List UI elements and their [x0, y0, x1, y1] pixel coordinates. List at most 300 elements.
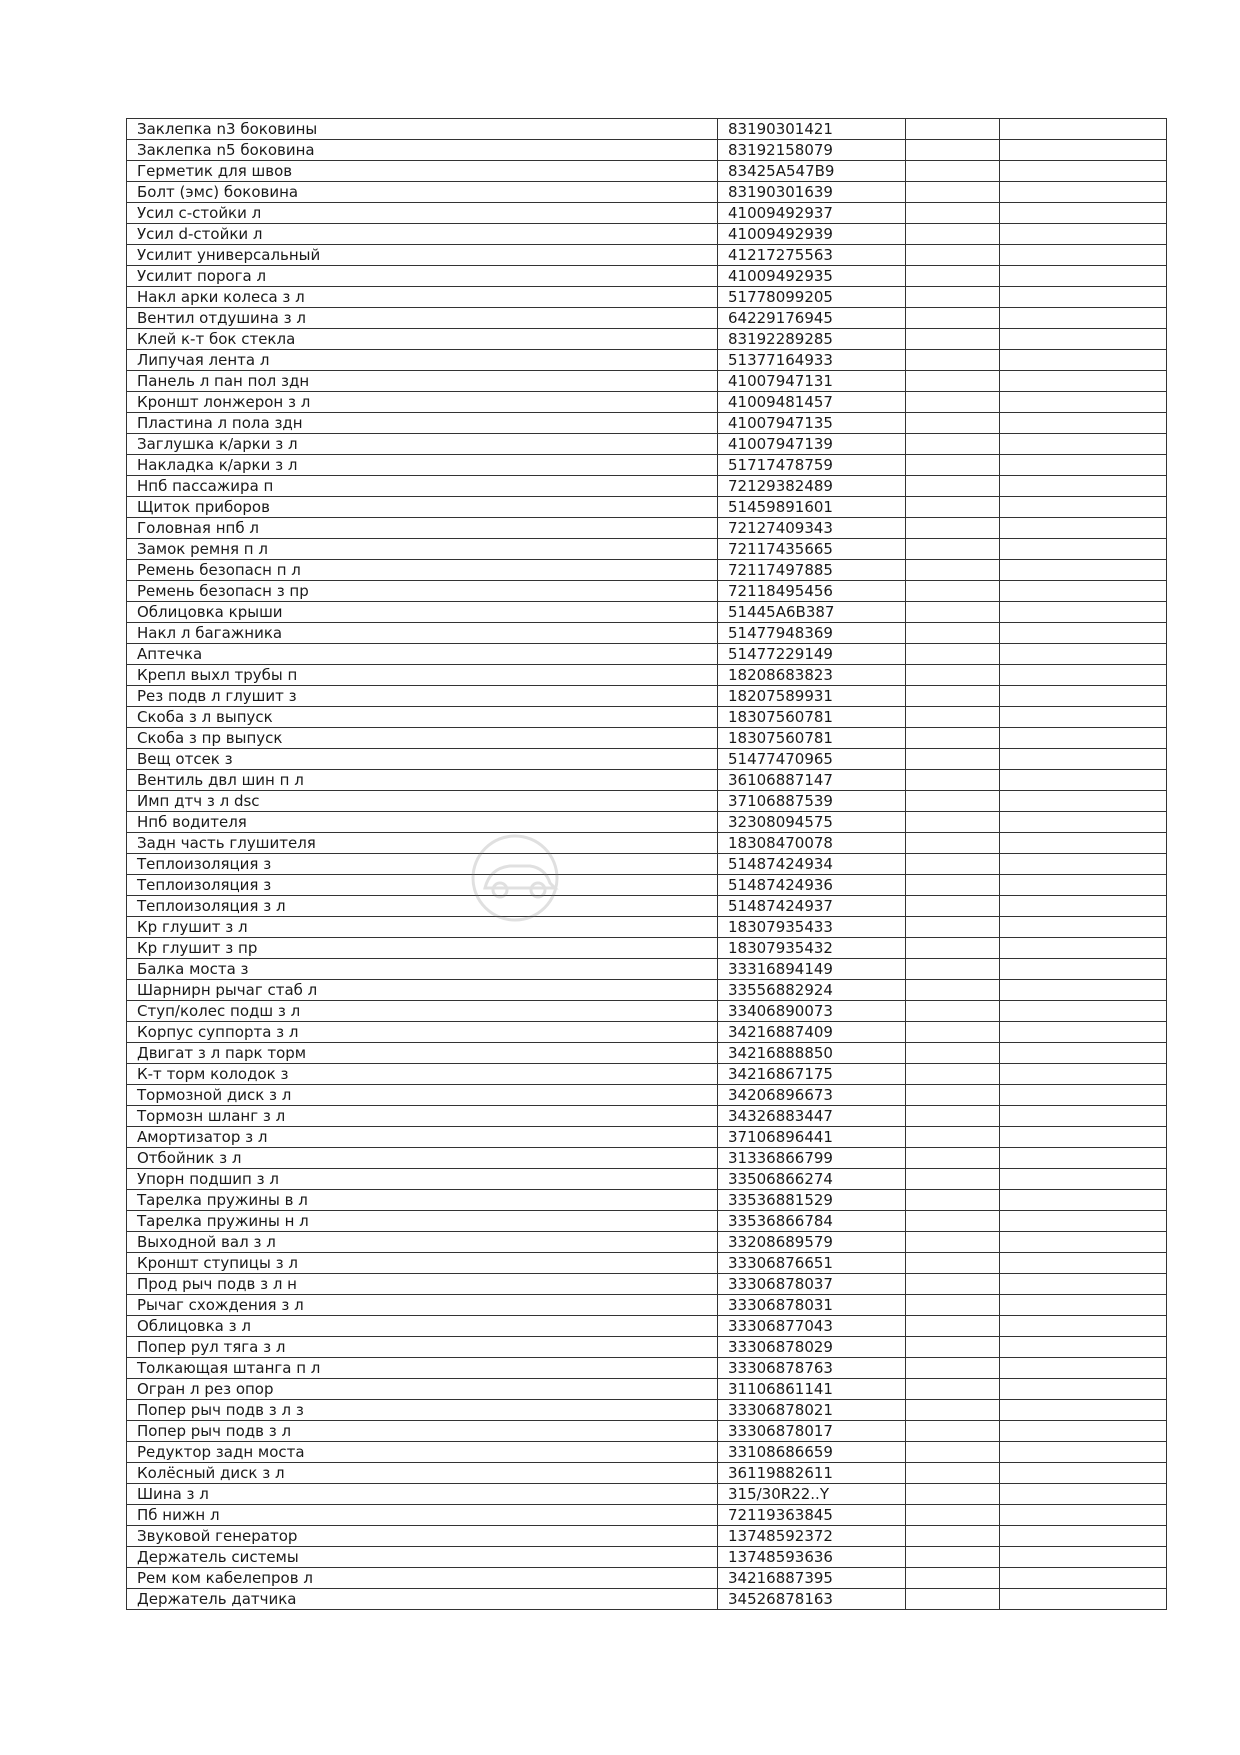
part-name-cell: Редуктор задн моста	[127, 1442, 718, 1463]
part-name-cell: Накл арки колеса з л	[127, 287, 718, 308]
empty-cell	[1000, 434, 1167, 455]
empty-cell	[906, 1589, 1000, 1610]
part-number-cell: 34216887409	[718, 1022, 906, 1043]
empty-cell	[906, 1295, 1000, 1316]
part-name-cell: Рычаг схождения з л	[127, 1295, 718, 1316]
part-number-cell: 72118495456	[718, 581, 906, 602]
empty-cell	[906, 686, 1000, 707]
part-name-cell: Клей к-т бок стекла	[127, 329, 718, 350]
part-name-cell: Двигат з л парк торм	[127, 1043, 718, 1064]
table-row	[127, 1568, 1167, 1589]
empty-cell	[906, 497, 1000, 518]
empty-cell	[1000, 1001, 1167, 1022]
empty-cell	[1000, 1547, 1167, 1568]
empty-cell	[1000, 1064, 1167, 1085]
part-name-cell: Шина з л	[127, 1484, 718, 1505]
empty-cell	[906, 1568, 1000, 1589]
table-row	[127, 1106, 1167, 1127]
part-name-cell: Тормозной диск з л	[127, 1085, 718, 1106]
part-name-cell: Облицовка з л	[127, 1316, 718, 1337]
parts-table	[126, 118, 1167, 1610]
part-number-cell: 51477948369	[718, 623, 906, 644]
part-number-cell: 41007947139	[718, 434, 906, 455]
part-number-cell: 72119363845	[718, 1505, 906, 1526]
table-row	[127, 1400, 1167, 1421]
table-row	[127, 1001, 1167, 1022]
empty-cell	[906, 728, 1000, 749]
empty-cell	[906, 1190, 1000, 1211]
table-row	[127, 749, 1167, 770]
part-name-cell: Кр глушит з пр	[127, 938, 718, 959]
empty-cell	[906, 1421, 1000, 1442]
table-row	[127, 287, 1167, 308]
empty-cell	[1000, 497, 1167, 518]
table-row	[127, 245, 1167, 266]
part-name-cell: Пб нижн л	[127, 1505, 718, 1526]
part-number-cell: 41009481457	[718, 392, 906, 413]
table-row	[127, 518, 1167, 539]
part-name-cell: Держатель системы	[127, 1547, 718, 1568]
part-name-cell: Скоба з л выпуск	[127, 707, 718, 728]
part-number-cell: 18208683823	[718, 665, 906, 686]
part-name-cell: Усил d-стойки л	[127, 224, 718, 245]
part-number-cell: 83190301421	[718, 119, 906, 140]
part-number-cell: 41009492937	[718, 203, 906, 224]
empty-cell	[906, 224, 1000, 245]
part-number-cell: 33306878029	[718, 1337, 906, 1358]
part-number-cell: 33536881529	[718, 1190, 906, 1211]
table-row	[127, 455, 1167, 476]
table-row	[127, 938, 1167, 959]
part-number-cell: 34326883447	[718, 1106, 906, 1127]
table-row	[127, 413, 1167, 434]
empty-cell	[1000, 1211, 1167, 1232]
empty-cell	[906, 770, 1000, 791]
empty-cell	[1000, 224, 1167, 245]
table-row	[127, 791, 1167, 812]
part-number-cell: 51377164933	[718, 350, 906, 371]
empty-cell	[1000, 1400, 1167, 1421]
part-number-cell: 32308094575	[718, 812, 906, 833]
part-name-cell: Накл л багажника	[127, 623, 718, 644]
empty-cell	[906, 917, 1000, 938]
empty-cell	[1000, 539, 1167, 560]
empty-cell	[1000, 203, 1167, 224]
empty-cell	[906, 518, 1000, 539]
part-name-cell: Тарелка пружины н л	[127, 1211, 718, 1232]
empty-cell	[906, 791, 1000, 812]
empty-cell	[906, 1085, 1000, 1106]
empty-cell	[1000, 1484, 1167, 1505]
table-row	[127, 392, 1167, 413]
table-row	[127, 1337, 1167, 1358]
empty-cell	[1000, 245, 1167, 266]
part-name-cell: Крепл выхл трубы п	[127, 665, 718, 686]
empty-cell	[1000, 812, 1167, 833]
table-row	[127, 581, 1167, 602]
empty-cell	[906, 119, 1000, 140]
empty-cell	[1000, 1148, 1167, 1169]
part-number-cell: 33306877043	[718, 1316, 906, 1337]
part-number-cell: 72127409343	[718, 518, 906, 539]
part-name-cell: Ступ/колес подш з л	[127, 1001, 718, 1022]
empty-cell	[906, 476, 1000, 497]
empty-cell	[906, 1400, 1000, 1421]
empty-cell	[1000, 1106, 1167, 1127]
table-row	[127, 1022, 1167, 1043]
empty-cell	[906, 833, 1000, 854]
empty-cell	[1000, 1526, 1167, 1547]
table-row	[127, 896, 1167, 917]
part-name-cell: Задн часть глушителя	[127, 833, 718, 854]
empty-cell	[906, 1463, 1000, 1484]
empty-cell	[906, 1547, 1000, 1568]
empty-cell	[906, 602, 1000, 623]
table-row	[127, 959, 1167, 980]
empty-cell	[1000, 140, 1167, 161]
part-number-cell: 36106887147	[718, 770, 906, 791]
part-name-cell: Герметик для швов	[127, 161, 718, 182]
table-row	[127, 434, 1167, 455]
empty-cell	[1000, 833, 1167, 854]
part-name-cell: Вентиль двл шин п л	[127, 770, 718, 791]
table-row	[127, 182, 1167, 203]
part-number-cell: 41217275563	[718, 245, 906, 266]
empty-cell	[1000, 1022, 1167, 1043]
parts-table-body	[127, 119, 1167, 1610]
empty-cell	[1000, 1337, 1167, 1358]
empty-cell	[906, 1211, 1000, 1232]
part-number-cell: 41009492935	[718, 266, 906, 287]
empty-cell	[906, 896, 1000, 917]
part-name-cell: Рез подв л глушит з	[127, 686, 718, 707]
part-name-cell: Нпб пассажира п	[127, 476, 718, 497]
part-number-cell: 18307560781	[718, 728, 906, 749]
part-number-cell: 83190301639	[718, 182, 906, 203]
table-row	[127, 308, 1167, 329]
table-row	[127, 980, 1167, 1001]
part-number-cell: 51477229149	[718, 644, 906, 665]
table-row	[127, 119, 1167, 140]
table-row	[127, 833, 1167, 854]
part-name-cell: Усилит универсальный	[127, 245, 718, 266]
empty-cell	[906, 182, 1000, 203]
empty-cell	[1000, 1505, 1167, 1526]
table-row	[127, 1085, 1167, 1106]
empty-cell	[906, 539, 1000, 560]
table-row	[127, 623, 1167, 644]
part-name-cell: Тарелка пружины в л	[127, 1190, 718, 1211]
empty-cell	[906, 1358, 1000, 1379]
part-name-cell: Ремень безопасн з пр	[127, 581, 718, 602]
table-row	[127, 539, 1167, 560]
part-number-cell: 33306878031	[718, 1295, 906, 1316]
empty-cell	[1000, 1043, 1167, 1064]
part-name-cell: Накладка к/арки з л	[127, 455, 718, 476]
empty-cell	[1000, 1442, 1167, 1463]
part-name-cell: Теплоизоляция з	[127, 875, 718, 896]
empty-cell	[906, 1316, 1000, 1337]
empty-cell	[906, 413, 1000, 434]
table-row	[127, 728, 1167, 749]
part-number-cell: 13748592372	[718, 1526, 906, 1547]
part-name-cell: Звуковой генератор	[127, 1526, 718, 1547]
table-row	[127, 854, 1167, 875]
part-number-cell: 34526878163	[718, 1589, 906, 1610]
table-row	[127, 686, 1167, 707]
part-name-cell: Отбойник з л	[127, 1148, 718, 1169]
empty-cell	[1000, 1379, 1167, 1400]
empty-cell	[1000, 1316, 1167, 1337]
part-number-cell: 51778099205	[718, 287, 906, 308]
part-name-cell: Замок ремня п л	[127, 539, 718, 560]
part-number-cell: 51487424936	[718, 875, 906, 896]
empty-cell	[1000, 1169, 1167, 1190]
table-row	[127, 1526, 1167, 1547]
empty-cell	[906, 938, 1000, 959]
part-number-cell: 31106861141	[718, 1379, 906, 1400]
empty-cell	[906, 371, 1000, 392]
empty-cell	[906, 140, 1000, 161]
empty-cell	[906, 1526, 1000, 1547]
table-row	[127, 644, 1167, 665]
part-number-cell: 18307935432	[718, 938, 906, 959]
table-row	[127, 203, 1167, 224]
part-name-cell: Балка моста з	[127, 959, 718, 980]
part-name-cell: Вентил отдушина з л	[127, 308, 718, 329]
part-number-cell: 31336866799	[718, 1148, 906, 1169]
empty-cell	[906, 581, 1000, 602]
empty-cell	[1000, 749, 1167, 770]
empty-cell	[1000, 1232, 1167, 1253]
empty-cell	[906, 161, 1000, 182]
part-name-cell: Заклепка n5 боковина	[127, 140, 718, 161]
empty-cell	[906, 1274, 1000, 1295]
part-number-cell: 33306878021	[718, 1400, 906, 1421]
part-number-cell: 51477470965	[718, 749, 906, 770]
empty-cell	[906, 812, 1000, 833]
part-number-cell: 41009492939	[718, 224, 906, 245]
empty-cell	[1000, 770, 1167, 791]
table-row	[127, 1232, 1167, 1253]
part-name-cell: К-т торм колодок з	[127, 1064, 718, 1085]
part-number-cell: 33306878017	[718, 1421, 906, 1442]
table-row	[127, 1442, 1167, 1463]
part-name-cell: Усил c-стойки л	[127, 203, 718, 224]
empty-cell	[906, 560, 1000, 581]
table-row	[127, 1316, 1167, 1337]
table-row	[127, 497, 1167, 518]
empty-cell	[906, 434, 1000, 455]
empty-cell	[906, 875, 1000, 896]
table-row	[127, 1148, 1167, 1169]
empty-cell	[906, 623, 1000, 644]
part-name-cell: Теплоизоляция з л	[127, 896, 718, 917]
empty-cell	[1000, 1589, 1167, 1610]
empty-cell	[1000, 413, 1167, 434]
part-name-cell: Болт (эмс) боковина	[127, 182, 718, 203]
part-number-cell: 33406890073	[718, 1001, 906, 1022]
table-row	[127, 1274, 1167, 1295]
empty-cell	[906, 1169, 1000, 1190]
part-name-cell: Шарнирн рычаг стаб л	[127, 980, 718, 1001]
part-number-cell: 33306876651	[718, 1253, 906, 1274]
part-name-cell: Липучая лента л	[127, 350, 718, 371]
table-row	[127, 266, 1167, 287]
empty-cell	[906, 959, 1000, 980]
part-number-cell: 37106887539	[718, 791, 906, 812]
part-name-cell: Головная нпб л	[127, 518, 718, 539]
part-number-cell: 34216887395	[718, 1568, 906, 1589]
part-name-cell: Теплоизоляция з	[127, 854, 718, 875]
part-name-cell: Заклепка n3 боковины	[127, 119, 718, 140]
empty-cell	[906, 665, 1000, 686]
part-name-cell: Кр глушит з л	[127, 917, 718, 938]
empty-cell	[1000, 455, 1167, 476]
empty-cell	[906, 1505, 1000, 1526]
part-number-cell: 51487424937	[718, 896, 906, 917]
empty-cell	[906, 1064, 1000, 1085]
table-row	[127, 1043, 1167, 1064]
part-name-cell: Упорн подшип з л	[127, 1169, 718, 1190]
table-row	[127, 371, 1167, 392]
empty-cell	[1000, 476, 1167, 497]
empty-cell	[1000, 1085, 1167, 1106]
empty-cell	[1000, 1421, 1167, 1442]
empty-cell	[906, 266, 1000, 287]
part-number-cell: 34216867175	[718, 1064, 906, 1085]
table-row	[127, 1589, 1167, 1610]
part-name-cell: Прод рыч подв з л н	[127, 1274, 718, 1295]
empty-cell	[906, 749, 1000, 770]
part-number-cell: 33306878037	[718, 1274, 906, 1295]
empty-cell	[906, 1043, 1000, 1064]
part-number-cell: 51717478759	[718, 455, 906, 476]
empty-cell	[906, 1001, 1000, 1022]
part-name-cell: Толкающая штанга п л	[127, 1358, 718, 1379]
empty-cell	[1000, 791, 1167, 812]
part-name-cell: Амортизатор з л	[127, 1127, 718, 1148]
part-number-cell: 18308470078	[718, 833, 906, 854]
table-row	[127, 1547, 1167, 1568]
part-number-cell: 18307935433	[718, 917, 906, 938]
table-row	[127, 560, 1167, 581]
empty-cell	[1000, 896, 1167, 917]
empty-cell	[906, 1148, 1000, 1169]
table-row	[127, 1127, 1167, 1148]
empty-cell	[1000, 287, 1167, 308]
empty-cell	[1000, 1253, 1167, 1274]
part-number-cell: 33556882924	[718, 980, 906, 1001]
empty-cell	[1000, 707, 1167, 728]
table-row	[127, 602, 1167, 623]
table-row	[127, 1463, 1167, 1484]
empty-cell	[1000, 959, 1167, 980]
table-row	[127, 140, 1167, 161]
part-number-cell: 51445A6B387	[718, 602, 906, 623]
table-row	[127, 1295, 1167, 1316]
empty-cell	[1000, 686, 1167, 707]
part-number-cell: 34206896673	[718, 1085, 906, 1106]
empty-cell	[1000, 392, 1167, 413]
empty-cell	[1000, 875, 1167, 896]
part-name-cell: Вещ отсек з	[127, 749, 718, 770]
part-name-cell: Пластина л пола здн	[127, 413, 718, 434]
empty-cell	[1000, 854, 1167, 875]
part-name-cell: Рем ком кабелепров л	[127, 1568, 718, 1589]
table-row	[127, 875, 1167, 896]
part-name-cell: Усилит порога л	[127, 266, 718, 287]
part-number-cell: 72129382489	[718, 476, 906, 497]
table-row	[127, 1064, 1167, 1085]
empty-cell	[906, 1127, 1000, 1148]
part-name-cell: Корпус суппорта з л	[127, 1022, 718, 1043]
table-row	[127, 1169, 1167, 1190]
empty-cell	[1000, 1463, 1167, 1484]
part-number-cell: 18207589931	[718, 686, 906, 707]
empty-cell	[906, 287, 1000, 308]
empty-cell	[906, 980, 1000, 1001]
part-name-cell: Щиток приборов	[127, 497, 718, 518]
empty-cell	[906, 854, 1000, 875]
empty-cell	[1000, 623, 1167, 644]
part-number-cell: 72117435665	[718, 539, 906, 560]
table-row	[127, 707, 1167, 728]
table-row	[127, 1505, 1167, 1526]
empty-cell	[906, 329, 1000, 350]
empty-cell	[906, 203, 1000, 224]
empty-cell	[906, 1379, 1000, 1400]
part-number-cell: 51487424934	[718, 854, 906, 875]
table-row	[127, 770, 1167, 791]
table-row	[127, 1253, 1167, 1274]
table-row	[127, 665, 1167, 686]
empty-cell	[906, 1337, 1000, 1358]
empty-cell	[1000, 917, 1167, 938]
part-number-cell: 36119882611	[718, 1463, 906, 1484]
empty-cell	[1000, 1568, 1167, 1589]
table-row	[127, 812, 1167, 833]
table-row	[127, 476, 1167, 497]
part-name-cell: Аптечка	[127, 644, 718, 665]
table-row	[127, 350, 1167, 371]
part-name-cell: Скоба з пр выпуск	[127, 728, 718, 749]
part-name-cell: Имп дтч з л dsc	[127, 791, 718, 812]
table-row	[127, 1358, 1167, 1379]
empty-cell	[906, 245, 1000, 266]
empty-cell	[906, 1442, 1000, 1463]
table-row	[127, 1211, 1167, 1232]
part-number-cell: 64229176945	[718, 308, 906, 329]
part-name-cell: Ремень безопасн п л	[127, 560, 718, 581]
empty-cell	[906, 1106, 1000, 1127]
part-number-cell: 41007947131	[718, 371, 906, 392]
empty-cell	[1000, 1190, 1167, 1211]
part-number-cell: 41007947135	[718, 413, 906, 434]
empty-cell	[906, 707, 1000, 728]
part-number-cell: 37106896441	[718, 1127, 906, 1148]
table-row	[127, 329, 1167, 350]
part-number-cell: 13748593636	[718, 1547, 906, 1568]
empty-cell	[1000, 1274, 1167, 1295]
part-name-cell: Кроншт ступицы з л	[127, 1253, 718, 1274]
empty-cell	[906, 455, 1000, 476]
table-row	[127, 224, 1167, 245]
empty-cell	[1000, 1295, 1167, 1316]
empty-cell	[906, 644, 1000, 665]
part-name-cell: Попер рыч подв з л з	[127, 1400, 718, 1421]
part-number-cell: 51459891601	[718, 497, 906, 518]
